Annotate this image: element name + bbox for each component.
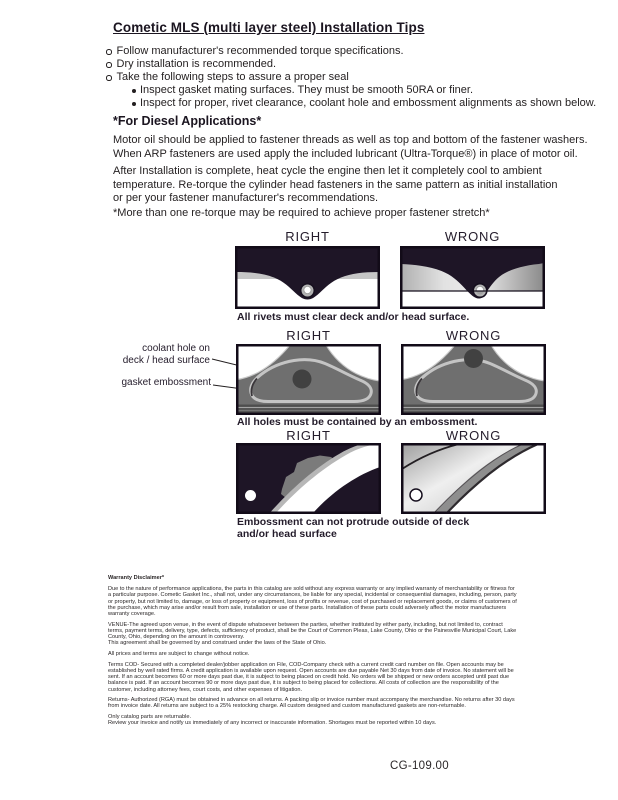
embossment-wrong-diagram [401,344,546,415]
protrusion-right-diagram [236,443,381,514]
disclaimer-heading: Warranty Disclaimer* [108,575,165,581]
diesel-paragraph-1 [113,134,588,161]
disclaimer-paragraph: Due to the nature of performance applications, the parts in this catalog are sold without any express warranty or any implied warranty of merchantability or fitness for a particular purpose. Cometic Gasket Inc., shall not, under any circumstances, be liable for any special, incidental or consequential damages, including, person, party or property, but not limited to, damage, or loss of property or equipment, loss of profits or revenue, cost of purchased or replacement goods, or claims of customers of the purchase, which may arise and/or result from sale, installation or use of these parts. Installation of these parts could adversely affect the motor manufacturers warranty coverage. [108,586,517,618]
list-item [106,45,596,58]
disclaimer-paragraph: This agreement shall be governed by and construed under the laws of the State of Ohio. [108,640,327,647]
disclaimer-paragraph: Terms COD- Secured with a completed dealer/jobber application on File, COD-Company check with a current credit card number on file. Open accounts may be established by well rated firms. A credit application is available upon request. Open accounts are due payable Net 30 days from date of invoice. No statement will be sent. If an account becomes 60 or more days past due, it is subject to being placed on credit hold. No orders will be shipped or new orders accepted until past due balance is paid. If an account becomes 90 or more days past due, it is subject to being placed for collections. All costs of collection are the responsibility of the customer, including attorney fees, court costs, and other expenses of litigation. [108,661,514,693]
callout-line: coolant hole on [142,343,210,354]
installation-tips-list [106,45,596,110]
right-label: RIGHT [286,428,331,443]
wrong-label: WRONG [445,328,502,343]
tip-text: Inspect gasket mating surfaces. They must be smooth 50RA or finer. [140,84,474,96]
paragraph-line: temperature. Re-torque the cylinder head fasteners in the same pattern as initial installation [113,178,558,191]
protrusion-caption: Embossment can not protrude outside of deck and/or head surface [237,516,470,540]
diesel-section-heading: *For Diesel Applications* [113,114,262,128]
list-item [106,71,596,84]
tip-text: Follow manufacturer's recommended torque specifications. [116,45,404,57]
wrong-label: WRONG [444,229,501,244]
paragraph-line: When ARP fasteners are used apply the included lubricant (Ultra-Torque®) in place of motor oil. [113,147,578,160]
gasket-embossment-callout: gasket embossment [121,377,211,388]
circle-bullet-icon [106,75,112,81]
dot-bullet-icon [132,89,136,93]
wrong-label: WRONG [445,428,502,443]
list-item [132,97,596,110]
list-item [132,84,596,97]
holes-caption: All holes must be contained by an embossment. [237,416,478,428]
right-label: RIGHT [286,328,331,343]
circle-bullet-icon [106,62,112,68]
page-title: Cometic MLS (multi layer steel) Installation Tips [113,20,425,35]
paragraph-line: or per your fastener manufacturer's recommendations. [113,192,378,204]
disclaimer-paragraph: Only catalog parts are returnable. [108,714,192,721]
tip-text: Dry installation is recommended. [116,58,277,70]
diesel-paragraph-2 [113,165,558,206]
coolant-hole-callout [60,343,210,366]
rivets-caption: All rivets must clear deck and/or head surface. [237,311,470,323]
disclaimer-paragraph: VENUE-The agreed upon venue, in the event of dispute whatsoever between the parties, whether instituted by either party, including, but not limited to, contract terms, payment terms, delivery, type, defects, sufficiency of product, shall be the Court of Common Pleas, Lake County, Ohio or the Painesville Municipal Court, Lake County, Ohio, depending on the amount in controversy. [108,621,517,641]
list-item [106,58,596,71]
warranty-disclaimer [108,575,517,731]
right-label: RIGHT [285,229,330,244]
tip-text: Inspect for proper, rivet clearance, coolant hole and embossment alignments as shown below. [140,97,597,109]
dot-bullet-icon [132,102,136,106]
rivet-wrong-diagram [400,246,545,309]
paragraph-line: After Installation is complete, heat cycle the engine then let it completely cool to ambient [113,165,542,177]
retorque-note: *More than one re-torque may be required to achieve proper fastener stretch* [113,207,490,219]
paragraph-line: Motor oil should be applied to fastener threads as well as top and bottom of the fastener washers. [113,134,588,146]
embossment-right-diagram [236,344,381,415]
page-code: CG-109.00 [390,760,449,772]
rivet-right-diagram [235,246,380,309]
disclaimer-paragraph: Returns- Authorized (RGA) must be obtained in advance on all returns. A packing slip or invoice number must accompany the merchandise. No returns after 30 days from invoice date. All returns are subject to a 25% restocking charge. All custom designed and custom manufactured gaskets are non-returnable. [108,697,515,710]
disclaimer-paragraph: All prices and terms are subject to change without notice. [108,651,250,658]
protrusion-wrong-diagram [401,443,546,514]
disclaimer-paragraph: Review your invoice and notify us immediately of any incorrect or inaccurate information. Shortages must be reported within 10 days. [108,720,437,727]
callout-line: deck / head surface [122,354,210,366]
tip-text: Take the following steps to assure a proper seal [116,71,349,83]
circle-bullet-icon [106,49,112,55]
